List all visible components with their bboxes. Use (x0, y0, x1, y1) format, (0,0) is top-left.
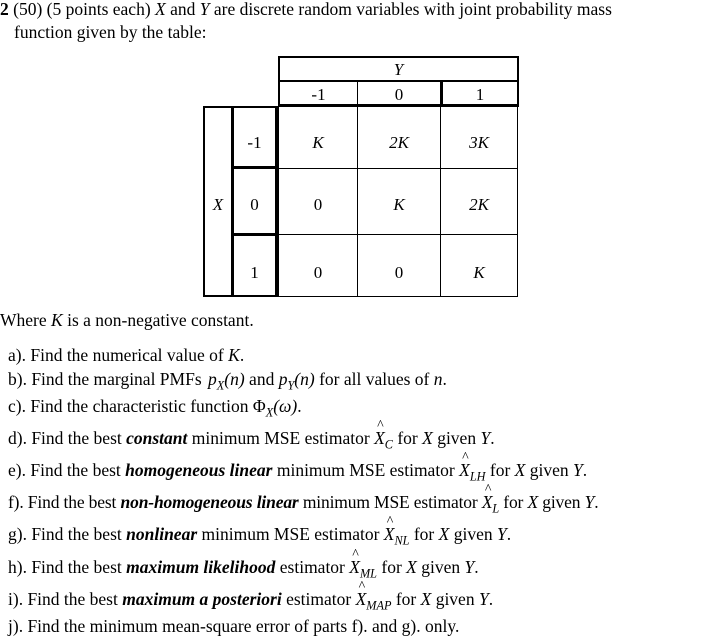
part-h-emphasis: maximum likelihood (126, 557, 276, 577)
table-cell: 0 (313, 195, 323, 214)
pmf-x-sub: X (216, 378, 225, 393)
part-a-text: a). Find the numerical value of (8, 345, 224, 365)
estimator-symbol: ^ X (459, 462, 470, 480)
part-g-pre: g). Find the best (8, 524, 122, 544)
part-f-emphasis: non-homogeneous linear (120, 492, 299, 512)
period: . (506, 524, 512, 544)
x-value-3: 1 (250, 263, 259, 282)
pmf-p: p (208, 369, 217, 389)
part-e-pre: e). Find the best (8, 460, 121, 480)
phi-sub: X (265, 405, 274, 420)
period: . (582, 460, 588, 480)
y-header: Y (393, 60, 404, 79)
x-value-2: 0 (250, 195, 259, 214)
problem-number: 2 (0, 0, 9, 19)
var-x: X (514, 460, 526, 480)
var-n: n (433, 369, 443, 389)
part-d-mid: minimum MSE estimator (191, 428, 370, 448)
part-i-emphasis: maximum a posteriori (122, 589, 282, 609)
part-g (8, 524, 512, 548)
period: . (442, 369, 447, 389)
var-x: X (420, 589, 432, 609)
estimator-symbol: ^ X (482, 494, 493, 512)
problem-statement-tail: are discrete random variables with joint probability mass (213, 0, 612, 19)
var-y: Y (199, 0, 210, 19)
part-i-pre: i). Find the best (8, 589, 118, 609)
table-cell: 0 (394, 263, 404, 282)
word-for: for (381, 557, 402, 577)
estimator-sub: NL (394, 533, 410, 548)
var-x: X (406, 557, 417, 577)
var-y: Y (480, 428, 491, 448)
problem-statement-line-2: function given by the table: (14, 22, 207, 42)
estimator-symbol: ^ X (356, 591, 367, 609)
var-x: X (527, 492, 539, 512)
x-header: X (212, 195, 224, 214)
where-suffix: is a non-negative constant. (67, 310, 254, 330)
part-a (8, 347, 244, 365)
x-value-1: -1 (247, 133, 262, 152)
var-k: K (228, 345, 240, 365)
y-value-1: -1 (311, 85, 326, 104)
var-y: Y (496, 524, 507, 544)
var-y: Y (464, 557, 475, 577)
part-e (8, 460, 588, 484)
part-f (8, 492, 599, 516)
period: . (594, 492, 599, 512)
word-for: for (489, 460, 511, 480)
estimator-sub: L (492, 501, 500, 516)
table-cell: K (473, 263, 485, 282)
part-h-pre: h). Find the best (8, 557, 122, 577)
part-j: j). Find the minimum mean-square error of parts f). and g). only. (8, 616, 460, 636)
estimator-sub: ML (359, 566, 377, 581)
pmf-p: p (278, 369, 288, 389)
part-f-mid: minimum MSE estimator (302, 492, 478, 512)
part-d (8, 428, 495, 452)
word-for: for (397, 428, 418, 448)
part-h (8, 557, 479, 581)
period: . (474, 557, 479, 577)
table-cell: 0 (313, 263, 323, 282)
pmf-x-arg: (n) (224, 369, 245, 389)
var-x: X (438, 524, 450, 544)
estimator-sub: MAP (366, 598, 392, 613)
word-for: for (395, 589, 417, 609)
period: . (297, 396, 302, 416)
pmf-y-sub: Y (287, 378, 295, 393)
var-y: Y (584, 492, 595, 512)
estimator-symbol: ^ X (349, 559, 360, 577)
part-d-pre: d). Find the best (8, 428, 122, 448)
var-k: K (51, 310, 63, 330)
word-given: given (453, 524, 493, 544)
table-cell: K (393, 195, 405, 214)
phi-symbol: Φ (252, 396, 266, 416)
part-g-emphasis: nonlinear (126, 524, 198, 544)
estimator-sub: LH (469, 469, 486, 484)
var-x: X (155, 0, 166, 19)
part-c-text: c). Find the characteristic function (8, 396, 249, 416)
part-e-emphasis: homogeneous linear (125, 460, 273, 480)
word-given: given (529, 460, 569, 480)
table-cell: 2K (389, 133, 409, 152)
where-prefix: Where (0, 310, 47, 330)
part-c (8, 396, 302, 420)
part-b (8, 369, 447, 393)
estimator-sub: C (384, 437, 393, 452)
where-statement (0, 312, 254, 330)
var-y: Y (478, 589, 489, 609)
word-given: given (435, 589, 475, 609)
part-i-mid: estimator (286, 589, 352, 609)
part-b-text: b). Find the marginal PMFs (8, 369, 202, 389)
problem-points: (50) (5 points each) (13, 0, 151, 19)
estimator-symbol: ^ X (384, 526, 395, 544)
word-for: for (413, 524, 435, 544)
word-given: given (542, 492, 581, 512)
word-and: and (170, 0, 196, 19)
table-cell: K (312, 133, 324, 152)
table-cell: 3K (469, 133, 489, 152)
word-given: given (437, 428, 477, 448)
part-g-mid: minimum MSE estimator (201, 524, 380, 544)
var-y: Y (573, 460, 583, 480)
word-for: for (503, 492, 524, 512)
period: . (490, 428, 495, 448)
part-f-pre: f). Find the best (8, 492, 117, 512)
part-d-emphasis: constant (126, 428, 188, 448)
table-cell: 2K (469, 195, 489, 214)
y-value-2: 0 (394, 85, 404, 104)
period: . (239, 345, 245, 365)
phi-arg: (ω) (273, 396, 298, 416)
part-h-mid: estimator (279, 557, 345, 577)
problem-statement-line-1 (0, 1, 612, 19)
y-value-3: 1 (475, 85, 485, 104)
part-b-tail: for all values of (319, 369, 430, 389)
word-given: given (421, 557, 461, 577)
period: . (488, 589, 494, 609)
word-and: and (249, 369, 275, 389)
estimator-symbol: ^ X (374, 430, 385, 448)
var-x: X (422, 428, 433, 448)
part-e-mid: minimum MSE estimator (276, 460, 455, 480)
part-i (8, 589, 494, 613)
pmf-y-arg: (n) (294, 369, 315, 389)
